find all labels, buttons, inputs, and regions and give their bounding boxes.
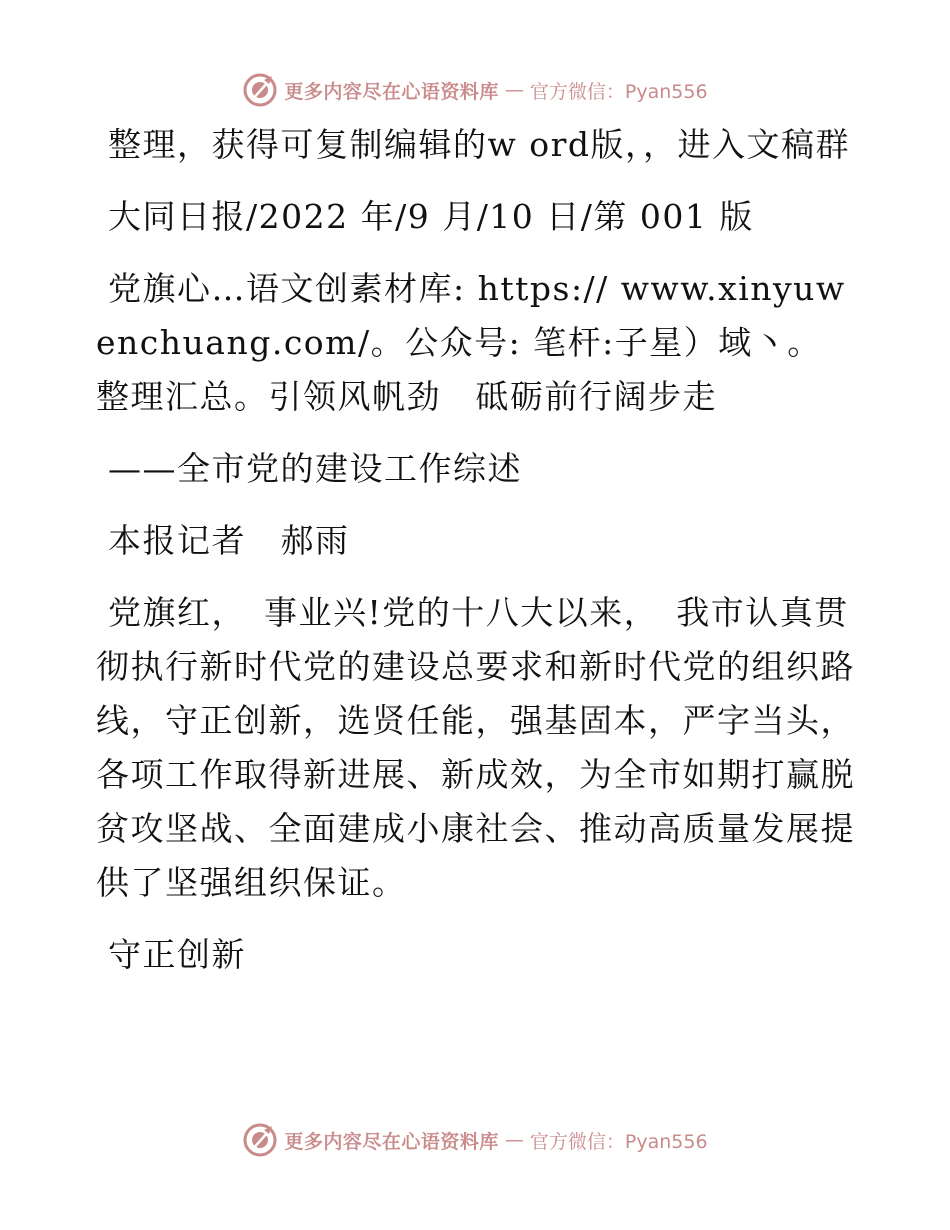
- watermark-text: 更多内容尽在心语资料库: [284, 80, 499, 103]
- paragraph-title: 党旗心…语文创素材库: https:// www.xinyuwenchuang.com/。公众号: 笔杆:子星）域丶。整理汇总。引领风帆劲 砥砺前行阔步走: [96, 269, 846, 416]
- watermark-header: [0, 68, 950, 112]
- seal-logo-icon: [242, 72, 278, 108]
- watermark-text: 更多内容尽在心语资料库: [284, 1130, 499, 1153]
- paragraph-byline: 本报记者 郝雨: [108, 521, 350, 560]
- paragraph-subtitle: ——全市党的建设工作综述: [108, 449, 522, 488]
- watermark-footer: [0, 1118, 950, 1162]
- seal-logo-icon: [242, 1122, 278, 1158]
- paragraph-source: 大同日报/2022 年/9 月/10 日/第 001 版: [108, 197, 754, 236]
- watermark-separator: —: [504, 1129, 524, 1151]
- paragraph-intro-note: 整理，获得可复制编辑的w ord版，，进入文稿群: [108, 125, 851, 164]
- document-body: [96, 118, 856, 1000]
- watermark-contact: 官方微信：Pyan556: [529, 80, 708, 103]
- watermark-separator: —: [504, 79, 524, 101]
- paragraph-section-heading: 守正创新: [108, 935, 246, 974]
- paragraph-body: 党旗红， 事业兴!党的十八大以来， 我市认真贯彻执行新时代党的建设总要求和新时代党的组织路线，守正创新，选贤任能，强基固本，严字当头，各项工作取得新进展、新成效，为全市如期打赢脱贫攻坚战、全面建成小康社会、推动高质量发展提供了坚强组织保证。: [96, 593, 855, 902]
- watermark-contact: 官方微信：Pyan556: [529, 1130, 708, 1153]
